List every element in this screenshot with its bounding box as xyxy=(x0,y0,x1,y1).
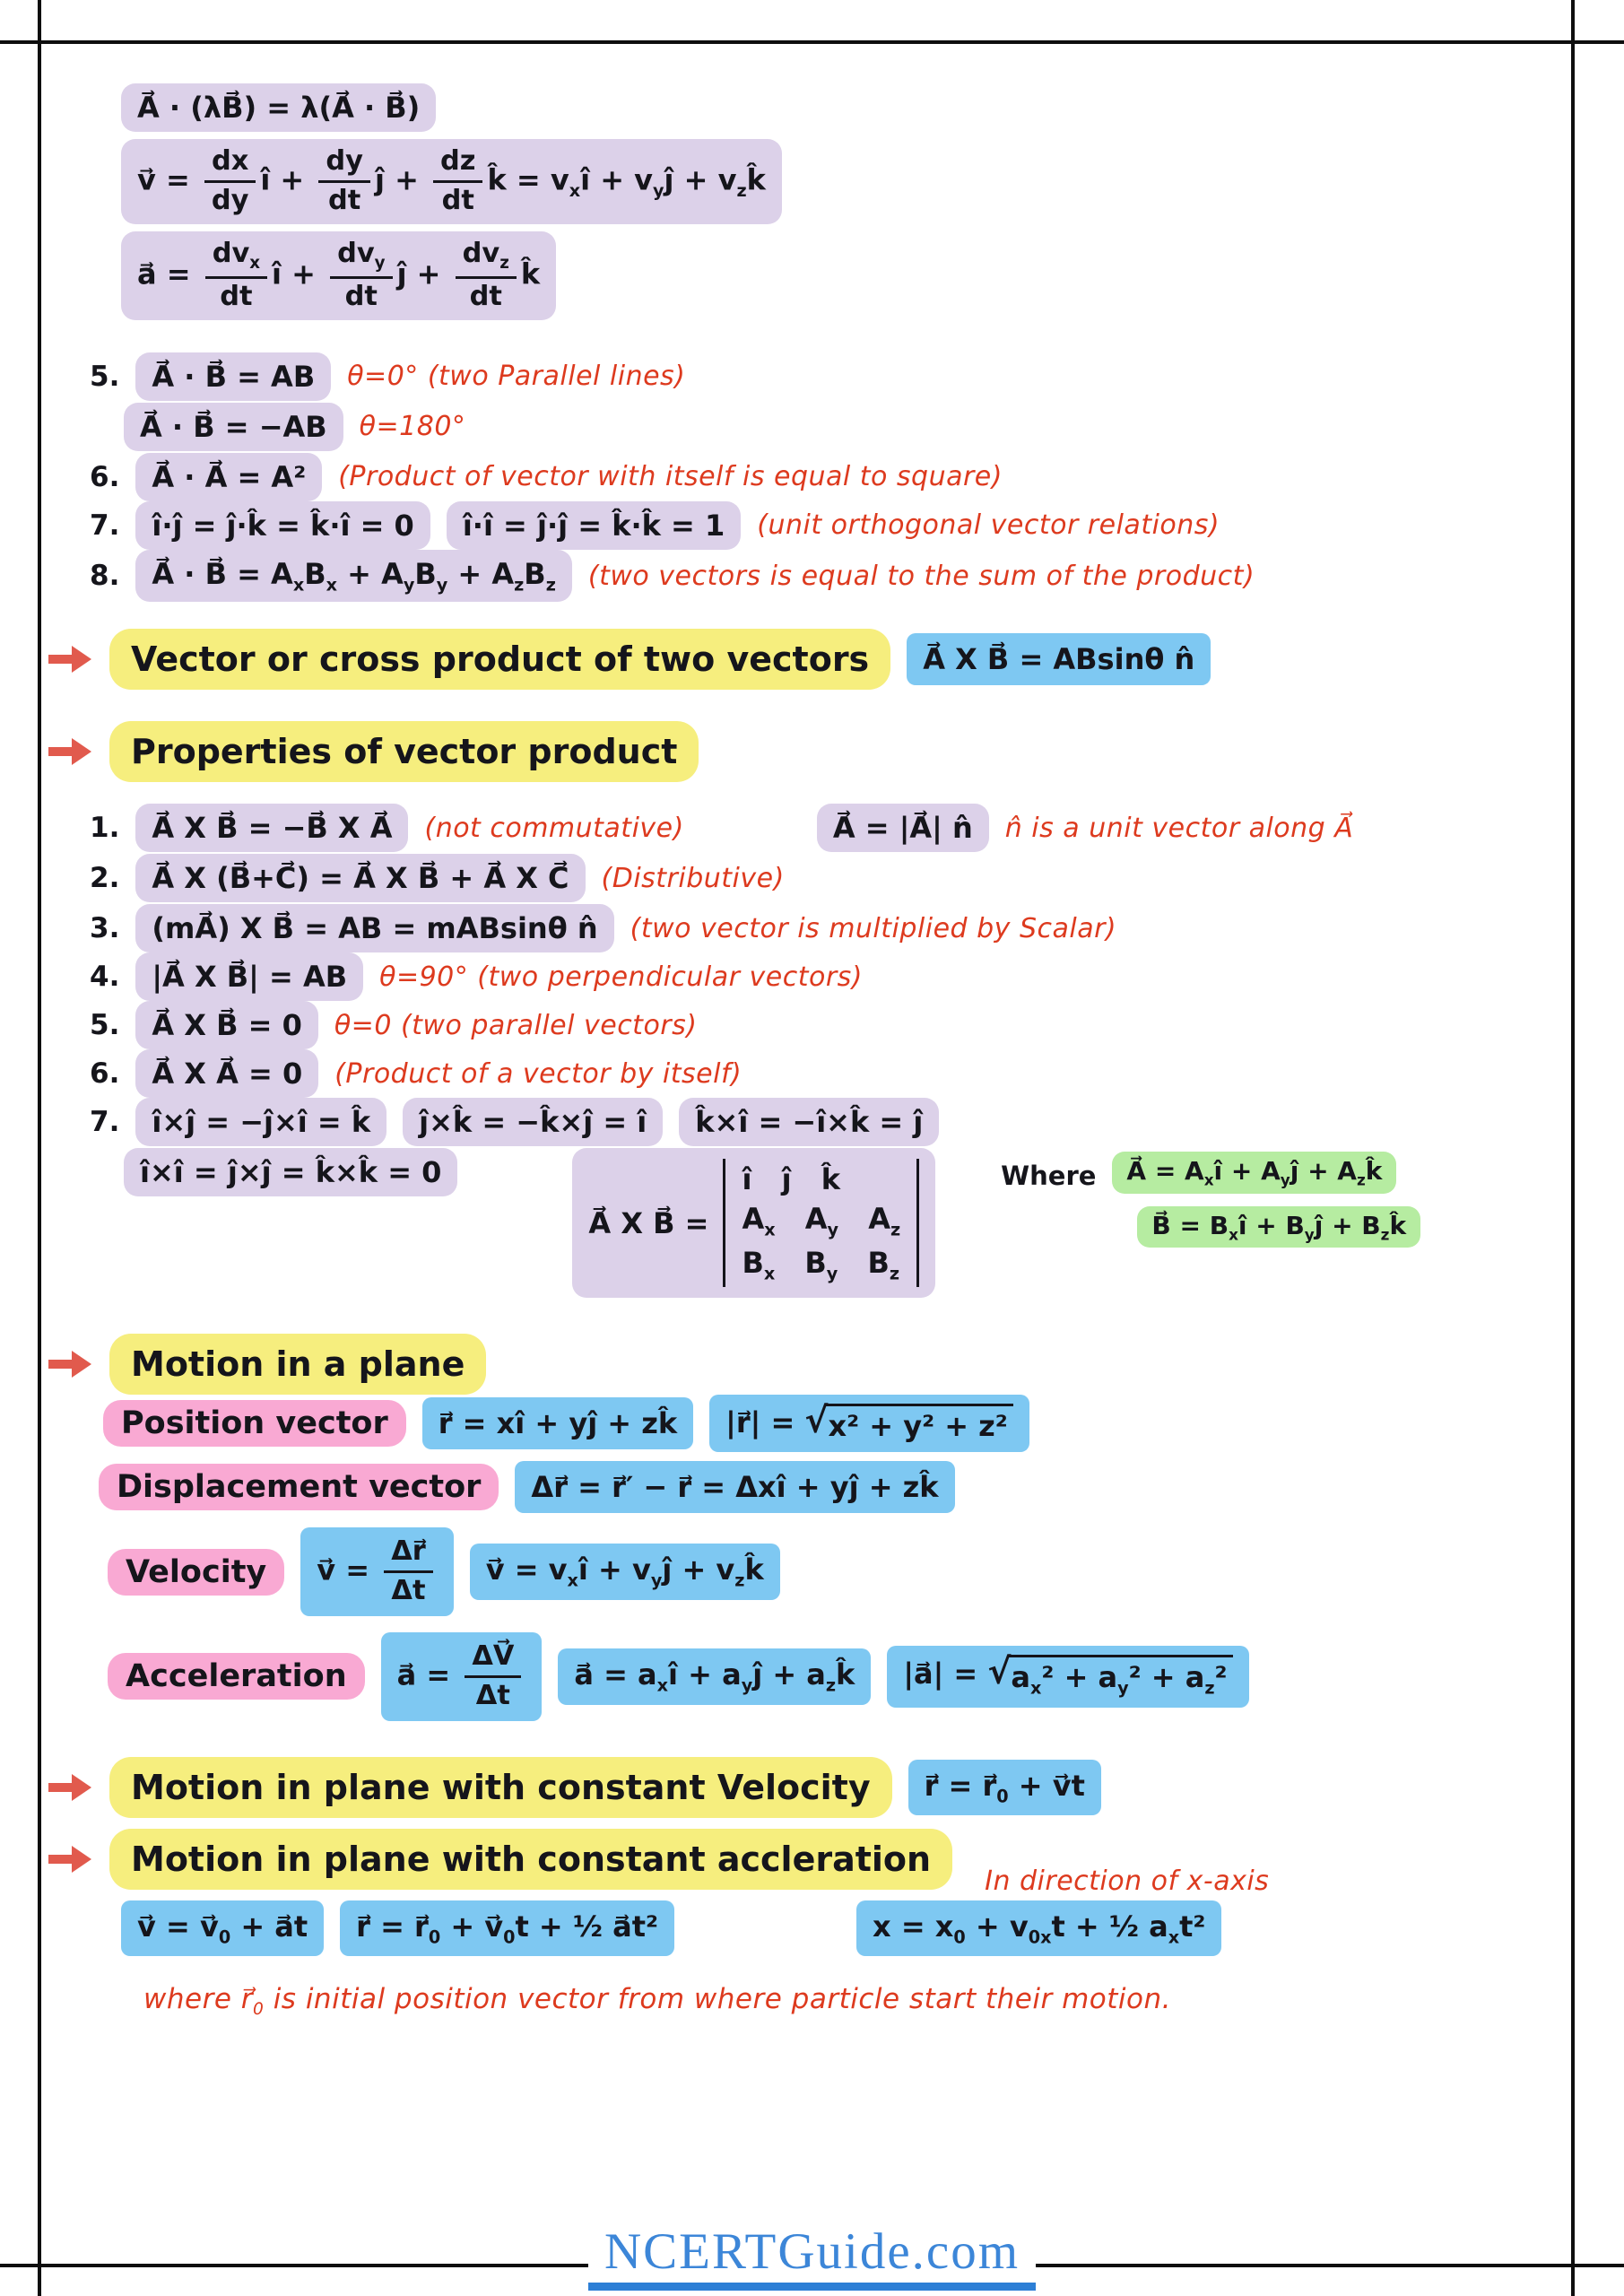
velocity-row xyxy=(108,1527,1578,1616)
formula-dot-components: A⃗ · B⃗ = $A_xB_x + A_yB_y + A_zB_z$ xyxy=(135,550,572,602)
formula-position-vector: r⃗ = xî + yĵ + zk̂ xyxy=(422,1397,693,1449)
displacement-vector-row xyxy=(99,1461,1578,1513)
formula-dot-self: A⃗ · A⃗ = A² xyxy=(135,453,322,501)
annotation: (unit orthogonal vector relations) xyxy=(757,509,1220,542)
annotation: n̂ is a unit vector along A⃗ xyxy=(1004,812,1354,844)
component-definitions: A⃗ = $A_xî$ + $A_yĵ$ + $A_zk̂$ B⃗ = $B_xî$ + $B_yĵ$ + $B_zk̂$ xyxy=(1112,1152,1420,1248)
cross-product-heading-row xyxy=(47,629,1578,690)
annotation: (Distributive) xyxy=(601,862,785,894)
formula-velocity-components: v⃗ = $v_xî$ + $v_yĵ$ + $v_zk̂$ xyxy=(470,1544,780,1599)
property-scalar-multiple-row xyxy=(90,904,1578,952)
item-number: 5. xyxy=(90,360,120,393)
annotation: (not commutative) xyxy=(424,812,684,844)
dot-product-parallel-row xyxy=(90,352,1578,401)
formula-cross-product-definition: A⃗ X B⃗ = ABsinθ n̂ xyxy=(907,633,1211,685)
dot-product-antiparallel-row xyxy=(124,403,1578,451)
constant-acceleration-heading-row xyxy=(47,1829,1578,1897)
dot-product-scalar-multiple-row xyxy=(121,83,1578,132)
section-heading-constant-acceleration: Motion in plane with constant accleration xyxy=(109,1829,952,1890)
item-number: 3. xyxy=(90,912,120,945)
item-number: 7. xyxy=(90,1106,120,1139)
label-position-vector: Position vector xyxy=(103,1400,406,1447)
item-number: 6. xyxy=(90,1057,120,1091)
acceleration-components-row xyxy=(121,231,1578,320)
section-heading-constant-velocity: Motion in plane with constant Velocity xyxy=(109,1757,892,1818)
formula-acceleration-components: a⃗ = $a_xî$ + $a_yĵ$ + $a_zk̂$ xyxy=(558,1648,871,1704)
formula-scalar-multiple-cross: (mA⃗) X B⃗ = AB = mABsinθ n̂ xyxy=(135,904,613,952)
formula-self-cross-zero: A⃗ X A⃗ = 0 xyxy=(135,1049,318,1098)
annotation: θ=180° xyxy=(359,411,466,443)
formula-velocity-ratio: v⃗ = $\frac{\Delta r⃗}{\Delta t}$ xyxy=(300,1527,453,1616)
formula-position-magnitude: |r⃗| = √ x² + y² + z² xyxy=(709,1395,1029,1452)
annotation: θ=90° (two perpendicular vectors) xyxy=(379,961,864,993)
constant-acceleration-formulas-row xyxy=(121,1900,1578,1956)
annotation: θ=0° (two Parallel lines) xyxy=(347,361,686,393)
section-heading-cross-product: Vector or cross product of two vectors xyxy=(109,629,890,690)
annotation: (Product of vector with itself is equal to square) xyxy=(338,461,1003,493)
annotation: (Product of a vector by itself) xyxy=(334,1057,743,1090)
item-number: 8. xyxy=(90,560,120,593)
formula-velocity-derivative: v⃗ = $\frac{dx}{dy}$ î + $\frac{dy}{dt}$ ĵ + $\frac{dz}{dt}$ k̂ = $v_xî$ + $v_yĵ$ + $v_zk̂$ xyxy=(121,139,782,224)
acceleration-row xyxy=(108,1632,1578,1721)
formula-constant-velocity: r⃗ = $r⃗_0$ + v⃗t xyxy=(908,1760,1101,1815)
formula-x-direction: $x = x_0 + v_{0x}t$ + ½ $a_xt^2$ xyxy=(856,1900,1221,1956)
red-arrow-icon xyxy=(47,1771,93,1804)
formula-unit-vector-along: A⃗ = |A⃗| n̂ xyxy=(817,804,989,852)
item-number: 4. xyxy=(90,961,120,994)
item-number: 7. xyxy=(90,509,120,542)
formula-scalar-multiple-dot-product: A⃗ · (λB⃗) = λ(A⃗ · B⃗) xyxy=(121,83,436,132)
item-number: 5. xyxy=(90,1009,120,1042)
position-vector-row xyxy=(103,1395,1578,1452)
formula-unit-dot-one: î·î = ĵ·ĵ = k̂·k̂ = 1 xyxy=(447,501,741,550)
dot-product-self-row xyxy=(90,453,1578,501)
formula-displacement: Δr⃗ = r⃗′ − r⃗ = Δxî + yĵ + zk̂ xyxy=(515,1461,954,1513)
red-arrow-icon xyxy=(47,735,93,768)
initial-position-note-row xyxy=(143,1978,1578,2023)
annotation: (two vector is multiplied by Scalar) xyxy=(630,912,1117,944)
constant-velocity-heading-row xyxy=(47,1757,1578,1818)
formula-unit-cross-jk: ĵ×k̂ = −k̂×ĵ = î xyxy=(403,1098,663,1146)
formula-acceleration-derivative: a⃗ = $\frac{dv_x}{dt}$ î + $\frac{dv_y}{dt}$ ĵ + $\frac{dv_z}{dt}$ k̂ xyxy=(121,231,556,320)
unit-vector-cross-relations-row xyxy=(90,1098,1578,1146)
item-number: 2. xyxy=(90,862,120,895)
property-distributive-row xyxy=(90,854,1578,902)
formula-acceleration-magnitude: |a⃗| = √ $a_x^2 + a_y^2 + a_z^2$ xyxy=(887,1646,1248,1707)
red-arrow-icon xyxy=(47,1348,93,1380)
item-number: 6. xyxy=(90,460,120,493)
formula-position-time: r⃗ = $r⃗_0$ + $v⃗_0t$ + ½ a⃗t² xyxy=(340,1900,674,1956)
page-margin-line-left xyxy=(38,0,41,2296)
notes-content xyxy=(54,42,1578,2023)
formula-acceleration-ratio: a⃗ = $\frac{\Delta V⃗}{\Delta t}$ xyxy=(381,1632,543,1721)
section-heading-properties: Properties of vector product xyxy=(109,721,699,782)
dot-product-components-row xyxy=(90,550,1578,602)
property-not-commutative-row xyxy=(90,804,1578,852)
property-parallel-row xyxy=(90,1001,1578,1049)
velocity-components-row xyxy=(121,139,1578,224)
property-self-cross-row xyxy=(90,1049,1578,1098)
unit-vector-dot-relations-row xyxy=(90,501,1578,550)
formula-parallel-cross-zero: A⃗ X B⃗ = 0 xyxy=(135,1001,317,1049)
property-perpendicular-row xyxy=(90,952,1578,1001)
properties-heading-row xyxy=(47,721,1578,782)
cross-product-determinant: A⃗ X B⃗ = î ĵ k̂ $A_x$ $A_y$ $A_z$ $B_x$ $B_y$ $B_z$ xyxy=(572,1148,935,1298)
formula-unit-cross-self-zero: î×î = ĵ×ĵ = k̂×k̂ = 0 xyxy=(124,1148,457,1196)
formula-distributive: A⃗ X (B⃗+C⃗) = A⃗ X B⃗ + A⃗ X C⃗ xyxy=(135,854,585,902)
formula-perpendicular-magnitude: |A⃗ X B⃗| = AB xyxy=(135,952,363,1001)
where-label: Where xyxy=(1001,1161,1097,1192)
section-heading-motion-in-plane: Motion in a plane xyxy=(109,1334,486,1395)
red-arrow-icon xyxy=(47,643,93,675)
formula-velocity-time: v⃗ = $v⃗_0$ + a⃗t xyxy=(121,1900,324,1956)
red-arrow-icon xyxy=(47,1843,93,1875)
motion-in-plane-heading-row xyxy=(47,1334,1578,1395)
footer-brand: NCERTGuide.com xyxy=(588,2222,1036,2291)
footer-watermark xyxy=(0,2222,1624,2291)
item-number: 1. xyxy=(90,812,120,845)
cross-product-determinant-row xyxy=(124,1148,1578,1298)
formula-anticommutative: A⃗ X B⃗ = −B⃗ X A⃗ xyxy=(135,804,408,852)
note-initial-position: where $r⃗_0$ is initial position vector from where particle start their motion. xyxy=(143,1983,1171,2020)
label-displacement-vector: Displacement vector xyxy=(99,1464,499,1510)
formula-unit-dot-zero: î·ĵ = ĵ·k̂ = k̂·î = 0 xyxy=(135,501,430,550)
formula-unit-cross-ij: î×ĵ = −ĵ×î = k̂ xyxy=(135,1098,386,1146)
label-acceleration: Acceleration xyxy=(108,1653,365,1700)
label-velocity: Velocity xyxy=(108,1549,284,1596)
annotation: (two vectors is equal to the sum of the product) xyxy=(587,560,1255,592)
formula-dot-antiparallel: A⃗ · B⃗ = −AB xyxy=(124,403,343,451)
annotation-x-axis: In direction of x-axis xyxy=(985,1865,1270,1897)
formula-dot-parallel: A⃗ · B⃗ = AB xyxy=(135,352,331,401)
annotation: θ=0 (two parallel vectors) xyxy=(334,1009,698,1041)
formula-unit-cross-ki: k̂×î = −î×k̂ = ĵ xyxy=(679,1098,939,1146)
